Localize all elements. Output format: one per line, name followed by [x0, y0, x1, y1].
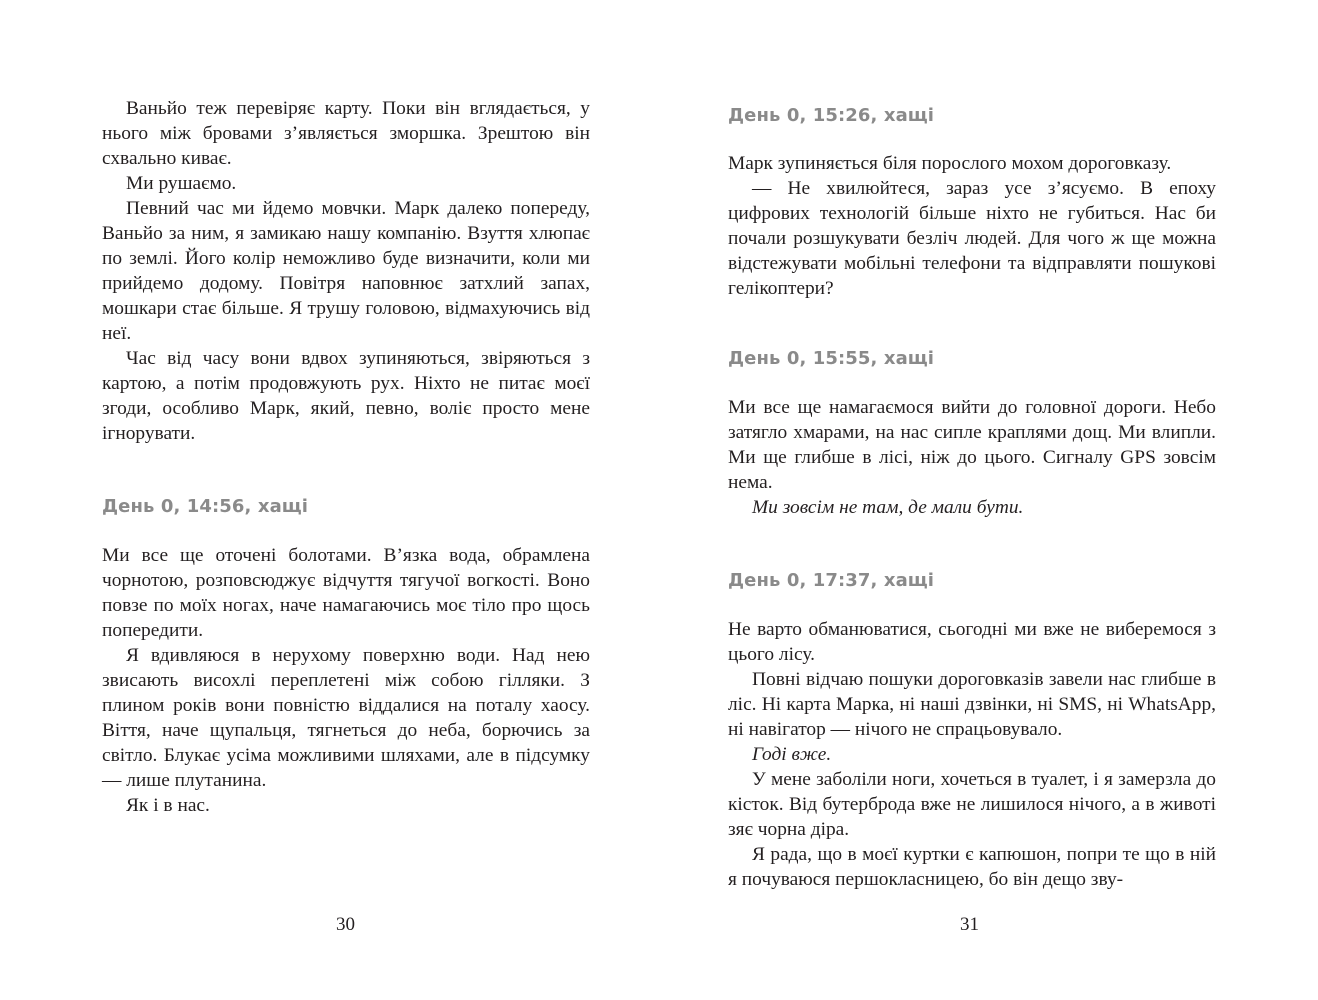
paragraph-italic: Годі вже. [752, 744, 832, 765]
right-page-content [728, 96, 1216, 892]
section-heading: День 0, 15:55, хащі [728, 348, 935, 369]
page-number: 31 [960, 914, 979, 935]
paragraph: Як і в нас. [126, 795, 210, 816]
right-page [728, 0, 1216, 1000]
paragraph: — Не хвилюйтеся, зараз усе з’ясуємо. В епоху цифрових технологій більше ніхто не губиться. Нас би почали розшукувати безліч людей. Для чого ж ще можна відстежувати мобільні телефони та відправляти пошукові гелікоптери? [728, 178, 1216, 299]
spacer [102, 519, 590, 543]
section-heading: День 0, 15:26, хащі [728, 105, 935, 126]
paragraph: Час від часу вони вдвох зупиняються, звіряються з картою, а потім продовжують рух. Ніхто не питає моєї згоди, особливо Марк, який, певно, воліє просто мене ігнорувати. [102, 348, 590, 444]
paragraph: Повні відчаю пошуки дороговказів завели нас глибше в ліс. Ні карта Марка, ні наші дзвінки, ні SMS, ні WhatsApp, ні навігатор — нічого не спрацьовувало. [728, 669, 1216, 740]
paragraph-italic: Ми зовсім не там, де мали бути. [752, 497, 1024, 518]
section-heading: День 0, 14:56, хащі [102, 496, 309, 517]
paragraph: Марк зупиняється біля порослого мохом дороговказу. [728, 153, 1172, 174]
left-page [102, 0, 590, 1000]
paragraph: Ми рушаємо. [126, 173, 237, 194]
paragraph: Ваньйо теж перевіряє карту. Поки він вглядається, у нього між бровами з’являється зморшка. Зрештою він схвально киває. [102, 98, 590, 169]
spacer [728, 128, 1216, 151]
spacer [102, 446, 590, 494]
paragraph: Певний час ми йдемо мовчки. Марк далеко попереду, Ваньйо за ним, я замикаю нашу компанію. Взуття хлюпає по землі. Його колір неможливо буде визначити, коли ми прийдемо додому. Повітря наповнює затхлий запах, мошкари стає більше. Я трушу головою, відмахуючись від неї. [102, 198, 590, 344]
paragraph: Ми все ще оточені болотами. В’язка вода, обрамлена чорнотою, розповсюджує відчуття тягучої вогкості. Воно повзе по моїх ногах, наче намагаючись моє тіло про щось попередити. [102, 545, 590, 641]
page-number: 30 [336, 914, 355, 935]
spacer [728, 593, 1216, 617]
spacer [728, 301, 1216, 346]
paragraph: Не варто обманюватися, сьогодні ми вже не виберемося з цього лісу. [728, 619, 1216, 665]
paragraph: Я вдивляюся в нерухому поверхню води. Над нею звисають висохлі переплетені між собою гілляки. З плином років вони повністю віддалися на поталу хаосу. Віття, наче щупальця, тягнеться до неба, борючись за світло. Блукає усіма можливими шляхами, але в підсумку — лише плутанина. [102, 645, 590, 791]
paragraph: Я рада, що в моєї куртки є капюшон, попри те що в ній я почуваюся першокласницею, бо він дещо зву- [728, 844, 1216, 890]
spacer [728, 371, 1216, 395]
spacer [728, 520, 1216, 568]
paragraph: Ми все ще намагаємося вийти до головної дороги. Небо затягло хмарами, на нас сипле краплями дощ. Ми влипли. Ми ще глибше в лісі, ніж до цього. Сигналу GPS зовсім нема. [728, 397, 1216, 493]
section-heading: День 0, 17:37, хащі [728, 570, 935, 591]
paragraph: У мене заболіли ноги, хочеться в туалет, і я замерзла до кісток. Від бутерброда вже не лишилося нічого, а в животі зяє чорна діра. [728, 769, 1216, 840]
left-page-content [102, 96, 590, 818]
